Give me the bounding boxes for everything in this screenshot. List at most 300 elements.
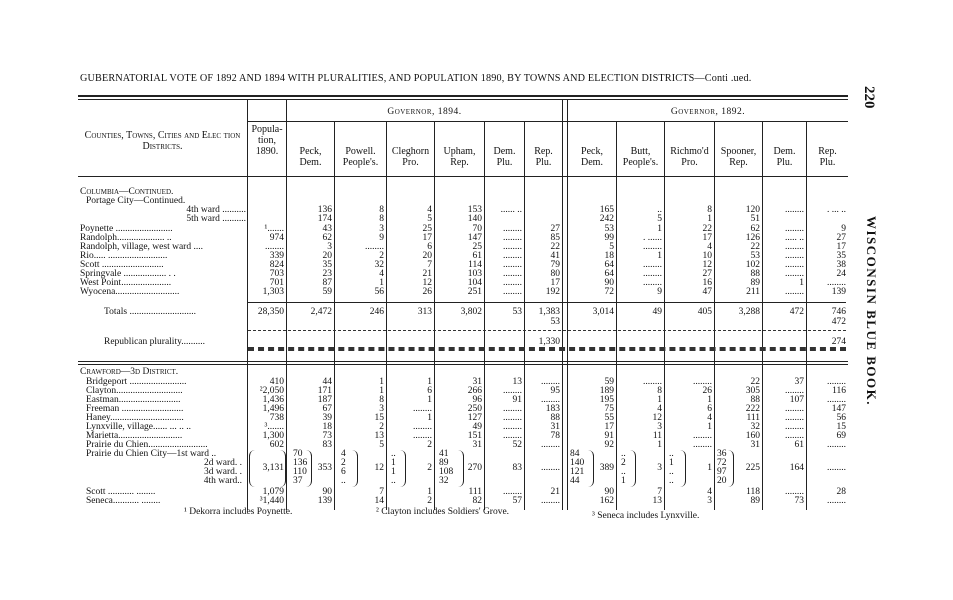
table-cell: 1	[379, 377, 384, 387]
table-cell: 114	[468, 260, 482, 270]
ward-total: 1	[707, 463, 712, 473]
footnote: ¹ Dekorra includes Poynette.	[184, 507, 293, 517]
table-cell: 1	[707, 214, 712, 224]
table-cell: 31	[472, 440, 482, 450]
table-cell: 13	[652, 496, 662, 506]
table-cell: 139	[831, 287, 846, 297]
column-header: Spooner, Rep.	[720, 146, 757, 168]
table-cell: 3	[707, 496, 712, 506]
row-label: Prairie du Chien.........................	[86, 440, 208, 450]
row-label: 5th ward ..........	[186, 214, 246, 224]
table-cell: 99	[604, 233, 614, 243]
table-cell: 5	[657, 214, 662, 224]
rule	[248, 121, 848, 122]
ward-cell: 37	[293, 476, 303, 486]
table-cell: 410	[269, 377, 284, 387]
table-cell: ........	[693, 377, 712, 387]
table-cell: 31	[550, 422, 560, 432]
table-cell: ........	[643, 377, 662, 387]
table-cell: 2	[379, 251, 384, 261]
table-cell: 78	[550, 431, 560, 441]
stub-header: Counties, Towns, Cities and Elec tion Districts.	[84, 130, 241, 152]
column-header: Richmo'd Pro.	[670, 146, 709, 168]
table-cell: 80	[550, 269, 560, 279]
ward-total: 3,131	[262, 463, 284, 473]
table-cell: 70	[472, 224, 482, 234]
table-cell: 211	[746, 287, 760, 297]
table-cell: 88	[750, 269, 760, 279]
table-cell: ........	[265, 242, 284, 252]
table-cell: ........	[541, 377, 560, 387]
table-cell: ........	[503, 413, 522, 423]
table-cell: 17	[422, 233, 432, 243]
table-cell: 64	[604, 269, 614, 279]
table-cell: 103	[467, 269, 482, 279]
table-cell: 9	[657, 287, 662, 297]
table-cell: 147	[831, 404, 846, 414]
row-label: Wyocena...........................	[80, 287, 180, 297]
row-label: Springvale .................. . .	[80, 269, 176, 279]
table-cell: 189	[599, 386, 614, 396]
table-cell: ........	[541, 496, 560, 506]
table-cell: 25	[422, 224, 432, 234]
table-cell: 5	[379, 440, 384, 450]
totals-cell: 3,288	[738, 307, 760, 317]
table-cell: 90	[322, 487, 332, 497]
table-cell: 22	[550, 242, 560, 252]
table-cell: 4	[707, 413, 712, 423]
table-cell: 251	[467, 287, 482, 297]
table-cell: 3	[379, 404, 384, 414]
ward-cell: 2	[341, 458, 346, 468]
row-label: Randolph, village, west ward ....	[80, 242, 203, 252]
ward-total: 3	[657, 463, 662, 473]
row-label: Haney...............................	[86, 413, 184, 423]
table-cell: ........	[503, 233, 522, 243]
table-cell: 27	[702, 269, 712, 279]
table-cell: 53	[750, 251, 760, 261]
table-cell: 703	[269, 269, 284, 279]
table-cell: 13	[512, 377, 522, 387]
table-cell: 8	[379, 395, 384, 405]
table-cell: 51	[750, 214, 760, 224]
row-label: 2d ward. .	[204, 458, 242, 468]
table-cell: 6	[427, 242, 432, 252]
table-cell: 6	[707, 404, 712, 414]
table-cell: ........	[785, 224, 804, 234]
totals-cell: 28,350	[257, 307, 284, 317]
table-cell: ........	[785, 386, 804, 396]
table-cell: ........	[827, 377, 846, 387]
table-cell: 339	[269, 251, 284, 261]
table-cell: ........	[503, 404, 522, 414]
table-cell: 12	[652, 413, 662, 423]
table-cell: ........	[785, 251, 804, 261]
table-cell: 15	[374, 413, 384, 423]
table-cell: 160	[745, 431, 760, 441]
table-cell: 56	[374, 287, 384, 297]
table-cell: 75	[604, 404, 614, 414]
row-label: Seneca........... ........	[86, 496, 161, 506]
ward-total: ........	[827, 463, 846, 473]
column-header: Dem. Plu.	[773, 146, 796, 168]
population-header: Popula- tion, 1890.	[251, 124, 283, 157]
totals-cell: 1,383	[538, 307, 560, 317]
ward-cell: 1	[391, 467, 396, 477]
table-cell: 43	[322, 224, 332, 234]
table-cell: 738	[269, 413, 284, 423]
table-cell: ........	[785, 431, 804, 441]
table-cell: 91	[512, 395, 522, 405]
table-cell: 61	[472, 251, 482, 261]
table-cell: 5	[609, 242, 614, 252]
ward-cell: 89	[439, 458, 449, 468]
table-cell: 242	[599, 214, 614, 224]
table-cell: 222	[745, 404, 760, 414]
table-cell: 52	[512, 440, 522, 450]
table-cell: 91	[604, 431, 614, 441]
table-cell: 165	[599, 205, 614, 215]
group-header-1894: Governor, 1894.	[387, 107, 462, 117]
table-cell: ²2,050	[259, 386, 284, 396]
ward-cell: 70	[293, 449, 303, 459]
table-cell: ........	[503, 386, 522, 396]
row-label: Prairie du Chien City—1st ward ..	[86, 449, 217, 459]
table-cell: ........	[827, 496, 846, 506]
table-cell: 53	[604, 224, 614, 234]
ward-cell: ..	[621, 449, 626, 459]
table-cell: 27	[550, 224, 560, 234]
table-cell: ........	[541, 440, 560, 450]
rule	[78, 95, 848, 97]
table-cell: 64	[604, 260, 614, 270]
table-cell: ..	[657, 205, 662, 215]
table-cell: 1,303	[262, 287, 284, 297]
section-subheading: Portage City—Continued.	[86, 196, 186, 206]
table-cell: 88	[750, 395, 760, 405]
table-cell: 87	[322, 278, 332, 288]
table-cell: 4	[707, 242, 712, 252]
table-cell: 1,496	[262, 404, 284, 414]
table-cell: 1	[427, 377, 432, 387]
ward-total: 83	[512, 463, 522, 473]
ward-cell: 84	[570, 449, 580, 459]
table-cell: ........	[413, 404, 432, 414]
table-cell: 187	[317, 395, 332, 405]
table-cell: ........	[503, 269, 522, 279]
table-cell: 61	[794, 440, 804, 450]
table-cell: 6	[427, 386, 432, 396]
table-cell: 1	[657, 251, 662, 261]
section-heading: Crawford—3d District.	[80, 367, 179, 377]
table-cell: 16	[702, 278, 712, 288]
brace-icon	[280, 450, 286, 487]
table-cell: 82	[472, 496, 482, 506]
column-header: Upham, Rep.	[443, 146, 476, 168]
table-cell: 174	[317, 214, 332, 224]
table-cell: 140	[467, 214, 482, 224]
table-cell: 17	[702, 233, 712, 243]
table-cell: 195	[599, 395, 614, 405]
table-cell: 2	[379, 422, 384, 432]
table-cell: 8	[379, 214, 384, 224]
totals-label: Totals ............................	[104, 307, 196, 317]
ward-total: 353	[317, 463, 332, 473]
dashed-rule	[248, 349, 846, 351]
table-cell: 102	[745, 260, 760, 270]
table-cell: 17	[604, 422, 614, 432]
table-cell: 111	[746, 413, 760, 423]
table-cell: 95	[550, 386, 560, 396]
table-cell: ........	[365, 242, 384, 252]
table-cell: ³.......	[264, 422, 284, 432]
ward-cell: ..	[669, 467, 674, 477]
rule	[78, 361, 848, 362]
table-cell: 1,079	[262, 487, 284, 497]
table-cell: 69	[836, 431, 846, 441]
ward-total: ........	[541, 463, 560, 473]
table-cell: 59	[322, 287, 332, 297]
rule	[78, 364, 848, 365]
ward-cell: 1	[669, 458, 674, 468]
table-cell: 153	[467, 205, 482, 215]
table-cell: ........	[413, 422, 432, 432]
ward-cell: 110	[293, 467, 307, 477]
table-cell: 2	[427, 496, 432, 506]
ward-cell: 36	[717, 449, 727, 459]
ward-cell: 44	[570, 476, 580, 486]
table-cell: 31	[472, 377, 482, 387]
table-cell: 90	[604, 487, 614, 497]
table-cell: ........	[693, 431, 712, 441]
column-header: Rep. Plu.	[818, 146, 837, 168]
table-cell: 22	[750, 242, 760, 252]
table-cell: 44	[322, 377, 332, 387]
table-cell: 602	[269, 440, 284, 450]
table-cell: 1	[379, 278, 384, 288]
table-cell: 147	[467, 233, 482, 243]
table-cell: 139	[317, 496, 332, 506]
totals-cell: 405	[697, 307, 712, 317]
row-label: Scott ..........................	[80, 260, 164, 270]
ward-cell: 72	[717, 458, 727, 468]
table-cell: 104	[467, 278, 482, 288]
totals-cell: 313	[417, 307, 432, 317]
table-cell: 1	[427, 395, 432, 405]
table-cell: 1	[657, 224, 662, 234]
footnote: ³ Seneca includes Lynxville.	[592, 511, 700, 521]
table-cell: 1	[707, 395, 712, 405]
totals-cell: 2,472	[310, 307, 332, 317]
table-cell: 9	[379, 233, 384, 243]
table-cell: ........	[503, 251, 522, 261]
table-cell: 37	[794, 377, 804, 387]
table-cell: 96	[472, 395, 482, 405]
table-cell: 9	[841, 224, 846, 234]
table-cell: 88	[550, 413, 560, 423]
table-cell: 7	[427, 260, 432, 270]
row-label: Marietta...........................	[86, 431, 183, 441]
table-cell: 28	[836, 487, 846, 497]
table-cell: ........	[503, 260, 522, 270]
table-cell: . ......	[643, 233, 662, 243]
table-cell: 136	[317, 205, 332, 215]
row-label: Bridgeport ........................	[86, 377, 187, 387]
table-cell: ........	[413, 431, 432, 441]
table-cell: 7	[379, 487, 384, 497]
table-cell: 35	[322, 260, 332, 270]
table-cell: 32	[750, 422, 760, 432]
table-cell: 8	[657, 386, 662, 396]
table-cell: 12	[702, 260, 712, 270]
table-cell: 22	[750, 377, 760, 387]
column-header: Rep. Plu.	[534, 146, 553, 168]
table-cell: 49	[472, 422, 482, 432]
ward-cell: 97	[717, 467, 727, 477]
table-cell: 4	[379, 269, 384, 279]
table-cell: 15	[836, 422, 846, 432]
ward-cell: ..	[669, 449, 674, 459]
table-cell: ........	[785, 287, 804, 297]
ward-total: 12	[374, 463, 384, 473]
table-cell: ........	[693, 440, 712, 450]
table-cell: ........	[503, 431, 522, 441]
ward-cell: 2	[621, 458, 626, 468]
column-header: Peck, Dem.	[581, 146, 603, 168]
ward-total: 225	[745, 463, 760, 473]
plurality-label: Republican plurality..........	[104, 337, 205, 347]
table-cell: ........	[503, 422, 522, 432]
table-cell: 192	[545, 287, 560, 297]
ward-cell: 41	[439, 449, 449, 459]
table-cell: 18	[322, 422, 332, 432]
table-cell: ........	[643, 278, 662, 288]
table-cell: 89	[750, 496, 760, 506]
table-cell: 25	[472, 242, 482, 252]
table-cell: ........	[785, 487, 804, 497]
row-label: 4th ward..	[203, 476, 242, 486]
column-header: Cleghorn Pro.	[391, 146, 430, 168]
table-cell: 3	[379, 224, 384, 234]
column-header: Powell. People's.	[342, 146, 379, 168]
ward-cell: 6	[341, 467, 346, 477]
ward-total: 164	[789, 463, 804, 473]
footnote: ² Clayton includes Soldiers' Grove.	[376, 507, 510, 517]
table-cell: ........	[827, 440, 846, 450]
table-cell: ¹.......	[264, 224, 284, 234]
table-cell: 83	[322, 440, 332, 450]
table-cell: ........	[541, 395, 560, 405]
row-label: Poynette ........................	[80, 224, 173, 234]
table-cell: 27	[836, 233, 846, 243]
rule	[78, 99, 848, 100]
table-cell: ........	[785, 242, 804, 252]
ward-cell: ..	[621, 467, 626, 477]
page-number: 220	[861, 86, 877, 109]
table-cell: 1	[427, 413, 432, 423]
table-cell: 38	[836, 260, 846, 270]
table-cell: 67	[322, 404, 332, 414]
totals-cell: 3,014	[592, 307, 614, 317]
totals-cell: 49	[652, 307, 662, 317]
table-cell: 73	[322, 431, 332, 441]
row-label: Clayton............................	[86, 386, 183, 396]
table-cell: 126	[745, 233, 760, 243]
table-cell: 31	[750, 440, 760, 450]
table-cell: 62	[322, 233, 332, 243]
table-cell: 111	[468, 487, 482, 497]
table-cell: 3	[327, 242, 332, 252]
table-cell: 14	[374, 496, 384, 506]
table-cell: 824	[269, 260, 284, 270]
row-label: Freeman ..........................	[86, 404, 184, 414]
table-cell: 17	[836, 242, 846, 252]
table-cell: ........	[503, 224, 522, 234]
table-cell: ........	[503, 487, 522, 497]
ward-cell: 140	[570, 458, 585, 468]
ward-cell: 136	[293, 458, 308, 468]
table-cell: 171	[317, 386, 332, 396]
table-cell: 305	[745, 386, 760, 396]
table-cell: ........	[503, 278, 522, 288]
plurality-value: 274	[831, 337, 846, 347]
table-cell: 62	[750, 224, 760, 234]
table-cell: 1	[379, 386, 384, 396]
table-cell: 974	[269, 233, 284, 243]
brace-icon	[249, 450, 255, 487]
table-cell: 4	[707, 487, 712, 497]
table-cell: 4	[427, 205, 432, 215]
totals-cell: 53	[512, 307, 522, 317]
table-cell: 26	[702, 386, 712, 396]
table-cell: 24	[836, 269, 846, 279]
rule	[78, 176, 848, 177]
table-cell: 118	[746, 487, 760, 497]
table-cell: 20	[322, 251, 332, 261]
row-label: Lynxville, village...... ... .. ..	[86, 422, 192, 432]
table-cell: 92	[604, 440, 614, 450]
table-cell: 56	[836, 413, 846, 423]
ward-cell: ..	[669, 476, 674, 486]
table-cell: 8	[379, 205, 384, 215]
totals-extra: 53	[550, 317, 560, 327]
table-cell: 1	[657, 440, 662, 450]
ward-cell: ..	[391, 476, 396, 486]
side-title: WISCONSIN BLUE BOOK.	[864, 216, 879, 407]
table-cell: 39	[322, 413, 332, 423]
table-cell: 32	[374, 260, 384, 270]
table-cell: 21	[550, 487, 560, 497]
totals-cell: 746	[831, 307, 846, 317]
ward-cell: 1	[391, 458, 396, 468]
table-cell: 127	[467, 413, 482, 423]
table-cell: 13	[374, 431, 384, 441]
table-cell: ...... ..	[500, 205, 522, 215]
table-cell: ³1,440	[259, 496, 284, 506]
table-cell: 1,300	[262, 431, 284, 441]
table-cell: 18	[604, 251, 614, 261]
table-cell: 151	[467, 431, 482, 441]
table-cell: 266	[467, 386, 482, 396]
table-cell: ........	[785, 205, 804, 215]
table-cell: 72	[604, 287, 614, 297]
totals-cell: 3,802	[460, 307, 482, 317]
table-cell: ........	[785, 269, 804, 279]
table-cell: 120	[745, 205, 760, 215]
table-cell: 116	[832, 386, 846, 396]
table-cell: ........	[827, 395, 846, 405]
table-cell: ........	[785, 404, 804, 414]
